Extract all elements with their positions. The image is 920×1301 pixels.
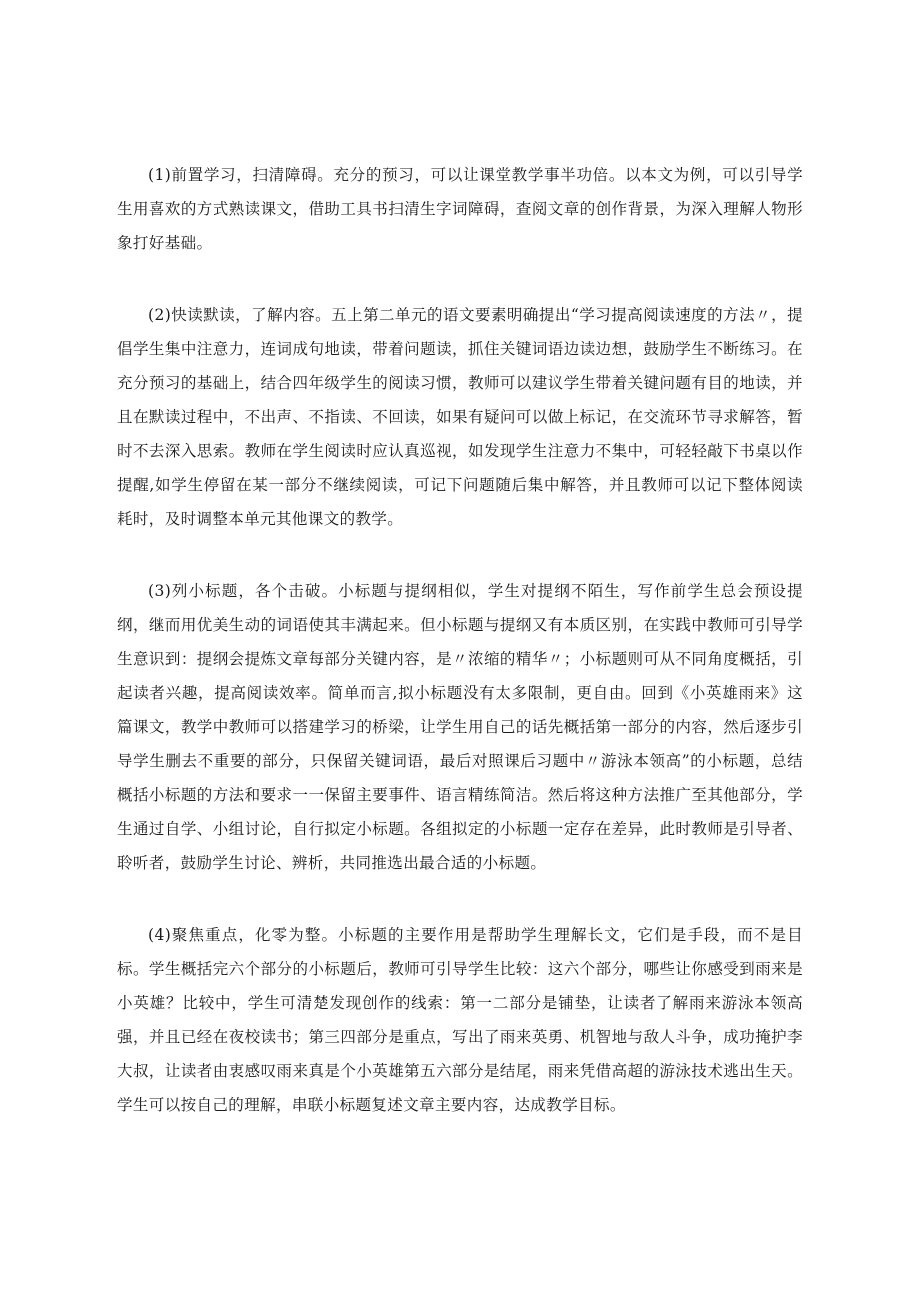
- paragraph-silent-reading: (2)快读默读，了解内容。五上第二单元的语文要素明确提出“学习提高阅读速度的方法〃，提倡学生集中注意力，连词成句地读，带着问题读，抓住关键词语边读边想，鼓励学生不断练习。在充分预习的基础上，结合四年级学生的阅读习惯，教师可以建议学生带着关键问题有目的地读，并且在默读过程中，不出声、不指读、不回读，如果有疑问可以做上标记，在交流环节寻求解答，暂时不去深入思索。教师在学生阅读时应认真巡视，如发现学生注意力不集中，可轻轻敲下书桌以作提醒,如学生停留在某一部分不继续阅读，可记下问题随后集中解答，并且教师可以记下整体阅读耗时，及时调整本单元其他课文的教学。: [117, 306, 803, 528]
- paragraph-focus-key-points: (4)聚焦重点，化零为整。小标题的主要作用是帮助学生理解长文，它们是手段，而不是目标。学生概括完六个部分的小标题后，教师可引导学生比较：这六个部分，哪些让你感受到雨来是小英雄？比较中，学生可清楚发现创作的线索：第一二部分是铺垫，让读者了解雨来游泳本领高强，并且已经在夜校读书；第三四部分是重点，写出了雨来英勇、机智地与敌人斗争，成功掩护李大叔，让读者由衷感叹雨来真是个小英雄第五六部分是结尾，雨来凭借高超的游泳技术逃出生天。学生可以按自己的理解，串联小标题复述文章主要内容，达成教学目标。: [117, 926, 803, 1114]
- paragraph-subtitles: (3)列小标题，各个击破。小标题与提纲相似，学生对提纲不陌生，写作前学生总会预设提纲，继而用优美生动的词语使其丰满起来。但小标题与提纲又有本质区别，在实践中教师可引导学生意识到：提纲会提炼文章每部分关键内容，是〃浓缩的精华〃；小标题则可从不同角度概括，引起读者兴趣，提高阅读效率。简单而言,拟小标题没有太多限制，更自由。回到《小英雄雨来》这篇课文，教学中教师可以搭建学习的桥梁，让学生用自己的话先概括第一部分的内容，然后逐步引导学生删去不重要的部分，只保留关键词语，最后对照课后习题中〃游泳本领高”的小标题，总结概括小标题的方法和要求一一保留主要事件、语言精练简洁。然后将这种方法推广至其他部分，学生通过自学、小组讨论，自行拟定小标题。各组拟定的小标题一定存在差异，此时教师是引导者、聆听者，鼓励学生讨论、辨析，共同推选出最合适的小标题。: [117, 582, 803, 872]
- document-page: [117, 158, 803, 1160]
- paragraph-preview-study: (1)前置学习，扫清障碍。充分的预习，可以让课堂教学事半功倍。以本文为例，可以引导学生用喜欢的方式熟读课文，借助工具书扫清生字词障碍，查阅文章的创作背景，为深入理解人物形象打好基础。: [117, 166, 803, 252]
